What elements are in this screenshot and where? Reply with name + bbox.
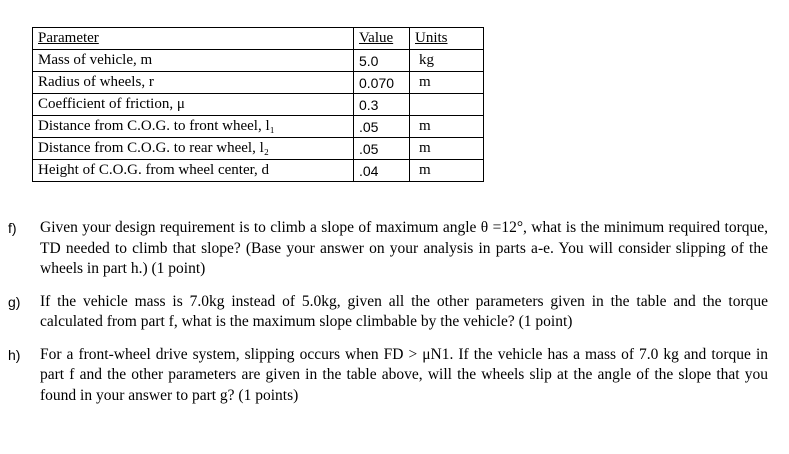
table-row: [33, 72, 484, 94]
cell-value: 0.3: [354, 94, 410, 116]
cell-units: kg: [410, 50, 484, 72]
cell-units: m: [410, 116, 484, 138]
cell-units: m: [410, 72, 484, 94]
header-units: Units: [410, 28, 484, 50]
cell-value: 5.0: [354, 50, 410, 72]
table-row: [33, 116, 484, 138]
cell-parameter: Coefficient of friction, μ: [33, 94, 354, 116]
question-g: [8, 292, 768, 333]
parameter-table: [32, 27, 484, 182]
cell-value: .05: [354, 138, 410, 160]
question-letter: g): [8, 293, 21, 310]
cell-parameter: Height of C.O.G. from wheel center, d: [33, 160, 354, 182]
cell-parameter: Mass of vehicle, m: [33, 50, 354, 72]
question-f: [8, 218, 768, 280]
question-text: If the vehicle mass is 7.0kg instead of 5.0kg, given all the other parameters given in the table and the torque calculated from part f, what is the maximum slope climbable by the vehicle? (1 point): [40, 292, 768, 330]
header-parameter: Parameter: [33, 28, 354, 50]
cell-parameter: Distance from C.O.G. to rear wheel, l₂: [33, 138, 354, 160]
question-h: [8, 345, 768, 407]
question-letter: h): [8, 346, 21, 363]
cell-units: m: [410, 160, 484, 182]
cell-value: .04: [354, 160, 410, 182]
cell-value: 0.070: [354, 72, 410, 94]
table-row: [33, 94, 484, 116]
question-letter: f): [8, 220, 17, 236]
cell-parameter: Distance from C.O.G. to front wheel, l₁: [33, 116, 354, 138]
question-text: Given your design requirement is to climb a slope of maximum angle θ =12°, what is the minimum required torque, TD needed to climb that slope? (Base your answer on your analysis in parts a-e. You will consider slipping of the wheels in part h.) (1 point): [40, 219, 768, 277]
table-row: [33, 50, 484, 72]
cell-units: m: [410, 138, 484, 160]
header-value: Value: [354, 28, 410, 50]
cell-units: [410, 94, 484, 116]
question-text: For a front-wheel drive system, slipping occurs when FD > μN1. If the vehicle has a mass of 7.0 kg and torque in part f and the other parameters are given in the table above, will the wheels slip at the angle of the slope that you found in your answer to part g? (1 points): [40, 345, 768, 404]
table-header-row: [33, 28, 484, 50]
cell-parameter: Radius of wheels, r: [33, 72, 354, 94]
cell-value: .05: [354, 116, 410, 138]
questions-list: [8, 218, 768, 418]
table-row: [33, 138, 484, 160]
table-row: [33, 160, 484, 182]
